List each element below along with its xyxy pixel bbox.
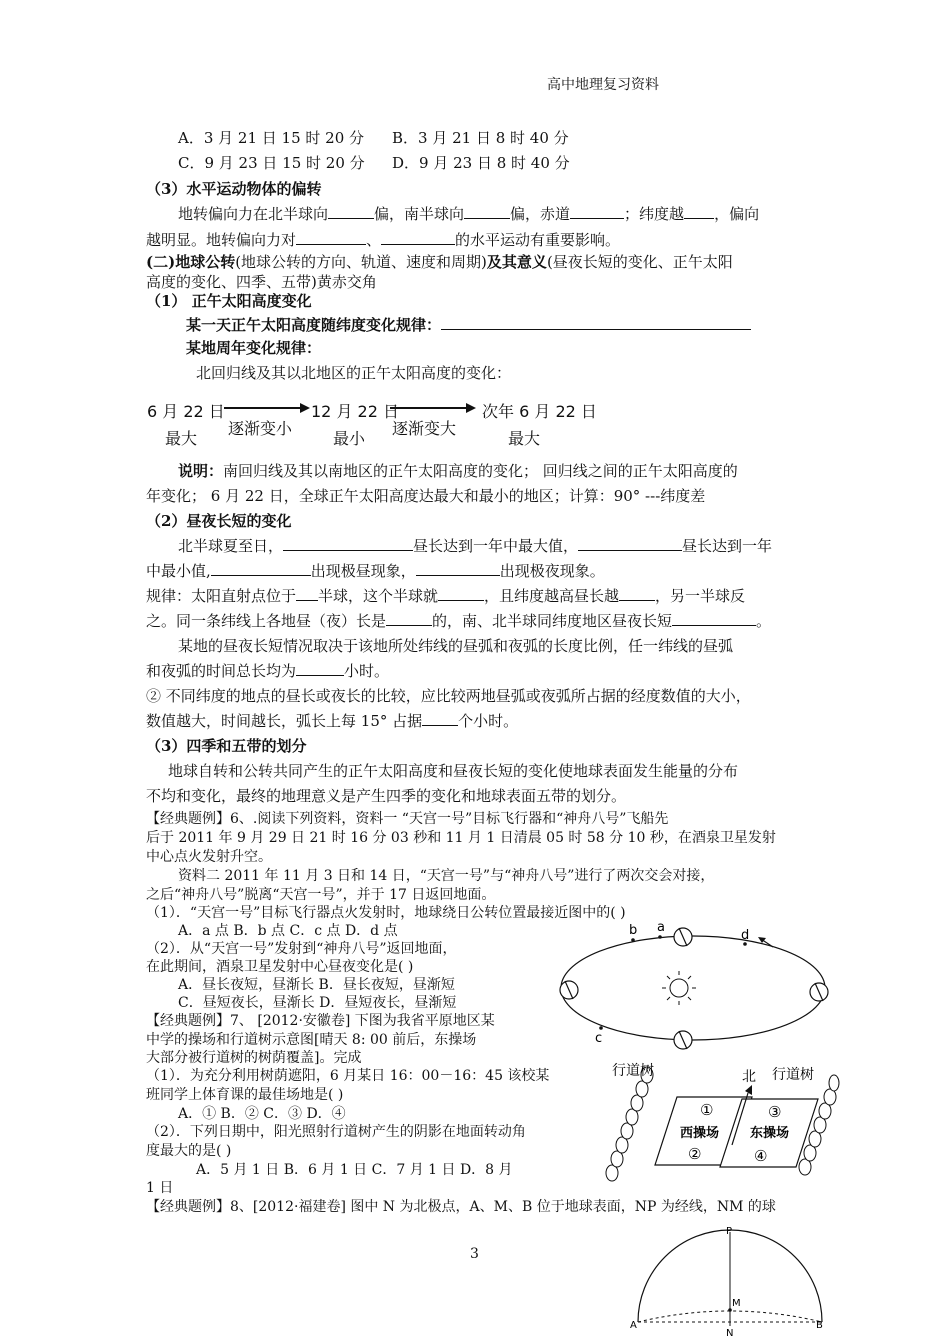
- option-d: D．9 月 23 日 8 时 40 分: [392, 154, 570, 172]
- ex6-question-2-line-2: 在此期间，酒泉卫星发射中心昼夜变化是( ): [146, 959, 414, 975]
- north-arrowhead: [745, 1085, 752, 1095]
- timeline-state-min: 最小: [333, 429, 366, 448]
- hemisphere-diagram: [628, 1226, 828, 1344]
- timeline-arrowhead-1: [300, 403, 310, 413]
- ex6-question-1-options: A．a 点 B．b 点 C．c 点 D．d 点: [178, 923, 398, 939]
- label-p: P: [726, 1226, 733, 1237]
- option-c: C．9 月 23 日 15 时 20 分: [178, 154, 365, 172]
- daylength-line-3: 规律：太阳直射点位于 半球，这个半球就 ，且纬度越高昼长越 ，另一半球反: [146, 587, 746, 605]
- ex7-question-1-options: A．① B．② C．③ D．④: [178, 1106, 346, 1122]
- earth-position-left: [560, 981, 578, 999]
- orbit-label-d: d: [741, 928, 750, 943]
- ex6-question-2-options-cd: C．昼短夜长，昼渐长 D．昼短夜长，昼渐短: [178, 995, 457, 1011]
- ex7-question-2-line-1: （2）．下列日期中，阳光照射行道树产生的阴影在地面转动角: [146, 1124, 526, 1140]
- seasons-line-1: 地球自转和公转共同产生的正午太阳高度和昼夜长短的变化使地球表面发生能量的分布: [168, 762, 739, 780]
- field-1-label: ①: [700, 1101, 714, 1119]
- daylength-line-7: ② 不同纬度的地点的昼长或夜长的比较，应比较两地昼弧或夜弧所占据的经度数值的大小，: [146, 687, 751, 705]
- noon-rule-annual: 某地周年变化规律：: [186, 339, 322, 357]
- ex7-question-2-options: A．5 月 1 日 B．6 月 1 日 C．7 月 1 日 D．8 月: [196, 1162, 513, 1178]
- ex7-question-2-options-cont: 1 日: [146, 1180, 174, 1196]
- page-header-title: 高中地理复习资料: [547, 77, 659, 93]
- section-deflection-heading: （3）水平运动物体的偏转: [146, 180, 322, 198]
- option-a: A．3 月 21 日 15 时 20 分: [178, 129, 365, 147]
- ex6-line-3: 中心点火发射升空。: [146, 849, 272, 865]
- ex7-line-2: 中学的操场和行道树示意图[晴天 8: 00 前后，东操场: [146, 1032, 477, 1048]
- ex6-question-1: （1）．“天宫一号”目标飞行器点火发射时，地球绕日公转位置最接近图中的( ): [146, 905, 626, 921]
- orbit-point-b: [631, 938, 635, 942]
- noon-north-text: 北回归线及其以北地区的正午太阳高度的变化：: [196, 364, 512, 382]
- ex6-line-2: 后于 2011 年 9 月 29 日 21 时 16 分 03 秒和 11 月 1 日清晨 05 时 58 分 10 秒，在酒泉卫星发射: [146, 830, 776, 846]
- timeline-label-increase: 逐渐变大: [392, 419, 457, 438]
- ex7-question-1-line-2: 班同学上体育课的最佳场地是( ): [146, 1087, 344, 1103]
- note-line-1: 说明：南回归线及其以南地区的正午太阳高度的变化； 回归线之间的正午太阳高度的: [178, 462, 738, 480]
- note-line-2: 年变化； 6 月 22 日，全球正午太阳高度达最大和最小的地区；计算：90° ---纬度差: [146, 487, 706, 505]
- orbit-label-c: c: [595, 1031, 603, 1046]
- ex8-line-1: 【经典题例】8、[2012·福建卷] 图中 N 为北极点，A、M、B 位于地球表面，NP 为经线，NM 的球: [146, 1199, 776, 1215]
- earth-position-bottom: [674, 1031, 692, 1049]
- revolution-title-line-1: (二)地球公转(地球公转的方向、轨道、速度和周期)及其意义(昼夜长短的变化、正午太阳: [146, 253, 733, 271]
- orbit-point-c: [599, 1026, 603, 1030]
- left-tree-row: [606, 1067, 653, 1181]
- timeline-label-decrease: 逐渐变小: [228, 419, 293, 438]
- label-m: M: [732, 1298, 741, 1309]
- label-a: A: [630, 1320, 637, 1331]
- daylength-line-1: 北半球夏至日， 昼长达到一年中最大值， 昼长达到一年: [178, 537, 773, 555]
- timeline-state-max-1: 最大: [165, 429, 198, 448]
- field-3-label: ③: [768, 1103, 782, 1121]
- timeline-date-next-jun22: 次年 6 月 22 日: [482, 402, 597, 421]
- field-2-label: ②: [688, 1145, 702, 1163]
- earth-position-top: [674, 928, 692, 946]
- earth-position-right: [810, 983, 828, 1001]
- daylength-heading: （2）昼夜长短的变化: [146, 512, 292, 530]
- trees-left-label: 行道树: [612, 1063, 654, 1079]
- option-b: B．3 月 21 日 8 时 40 分: [392, 129, 569, 147]
- ex7-line-1: 【经典题例】7、 [2012·安徽卷] 下图为我省平原地区某: [146, 1013, 495, 1029]
- ex6-line-5: 之后“神舟八号”脱离“天宫一号”，并于 17 日返回地面。: [146, 887, 496, 903]
- timeline-date-jun22: 6 月 22 日: [147, 402, 225, 421]
- orbit-diagram: [555, 920, 840, 1055]
- east-playground-label: 东操场: [750, 1126, 790, 1141]
- ex6-line-4: 资料二 2011 年 11 月 3 日和 14 日，“天宫一号”与“神舟八号”进行了两次交会对接，: [178, 868, 715, 884]
- north-label: 北: [742, 1069, 756, 1085]
- orbit-point-a: [658, 935, 662, 939]
- revolution-title-line-2: 高度的变化、四季、五带)黄赤交角: [146, 273, 377, 291]
- seasons-heading: （3）四季和五带的划分: [146, 737, 307, 755]
- page-number: 3: [470, 1246, 479, 1262]
- west-playground-label: 西操场: [680, 1126, 720, 1141]
- daylength-line-6: 和夜弧的时间总长均为 小时。: [146, 662, 390, 680]
- timeline-state-max-2: 最大: [508, 429, 541, 448]
- seasons-line-2: 不均和变化，最终的地理意义是产生四季的变化和地球表面五带的划分。: [146, 787, 627, 805]
- trees-right-label: 行道树: [772, 1067, 814, 1083]
- deflection-line-2: 越明显。地转偏向力对 、 的水平运动有重要影响。: [146, 231, 621, 249]
- orbit-label-b: b: [629, 923, 638, 938]
- ex7-question-2-line-2: 度最大的是( ): [146, 1143, 232, 1159]
- timeline-arrowhead-2: [466, 403, 476, 413]
- ex6-question-2-options-ab: A．昼长夜短，昼渐长 B．昼长夜短，昼渐短: [178, 977, 455, 993]
- label-n: N: [726, 1328, 734, 1339]
- daylength-line-5: 某地的昼夜长短情况取决于该地所处纬线的昼弧和夜弧的长度比例，任一纬线的昼弧: [178, 637, 734, 655]
- ex7-line-3: 大部分被行道树的树荫覆盖]。完成: [146, 1050, 362, 1066]
- orbit-label-a: a: [657, 920, 665, 935]
- ex6-line-1: 【经典题例】6、.阅读下列资料，资料一 “天宫一号”目标飞行器和“神舟八号”飞船先: [146, 811, 669, 827]
- playground-diagram: [600, 1055, 840, 1183]
- label-b: B: [816, 1320, 823, 1331]
- timeline-date-dec22: 12 月 22 日: [311, 402, 399, 421]
- ex6-question-2-line-1: （2）．从“天宫一号”发射到“神舟八号”返回地面，: [146, 941, 457, 957]
- daylength-line-2: 中最小值, 出现极昼现象， 出现极夜现象。: [146, 562, 605, 580]
- daylength-line-8: 数值越大，时间越长，弧长上每 15° 占据 个小时。: [146, 712, 519, 730]
- deflection-line-1: 地转偏向力在北半球向 偏，南半球向 偏，赤道 ；纬度越 ，偏向: [178, 205, 760, 223]
- noon-heading: （1） 正午太阳高度变化: [146, 292, 312, 310]
- noon-rule-latitude: 某一天正午太阳高度随纬度变化规律：: [186, 314, 751, 335]
- sun-icon: [662, 971, 696, 1005]
- ex7-question-1-line-1: （1）．为充分利用树荫遮阳，6 月某日 16：00－16：45 该校某: [146, 1068, 550, 1084]
- daylength-line-4: 之。同一条纬线上各地昼（夜）长是 的，南、北半球同纬度地区昼夜长短 。: [146, 612, 772, 630]
- field-4-label: ④: [754, 1147, 768, 1165]
